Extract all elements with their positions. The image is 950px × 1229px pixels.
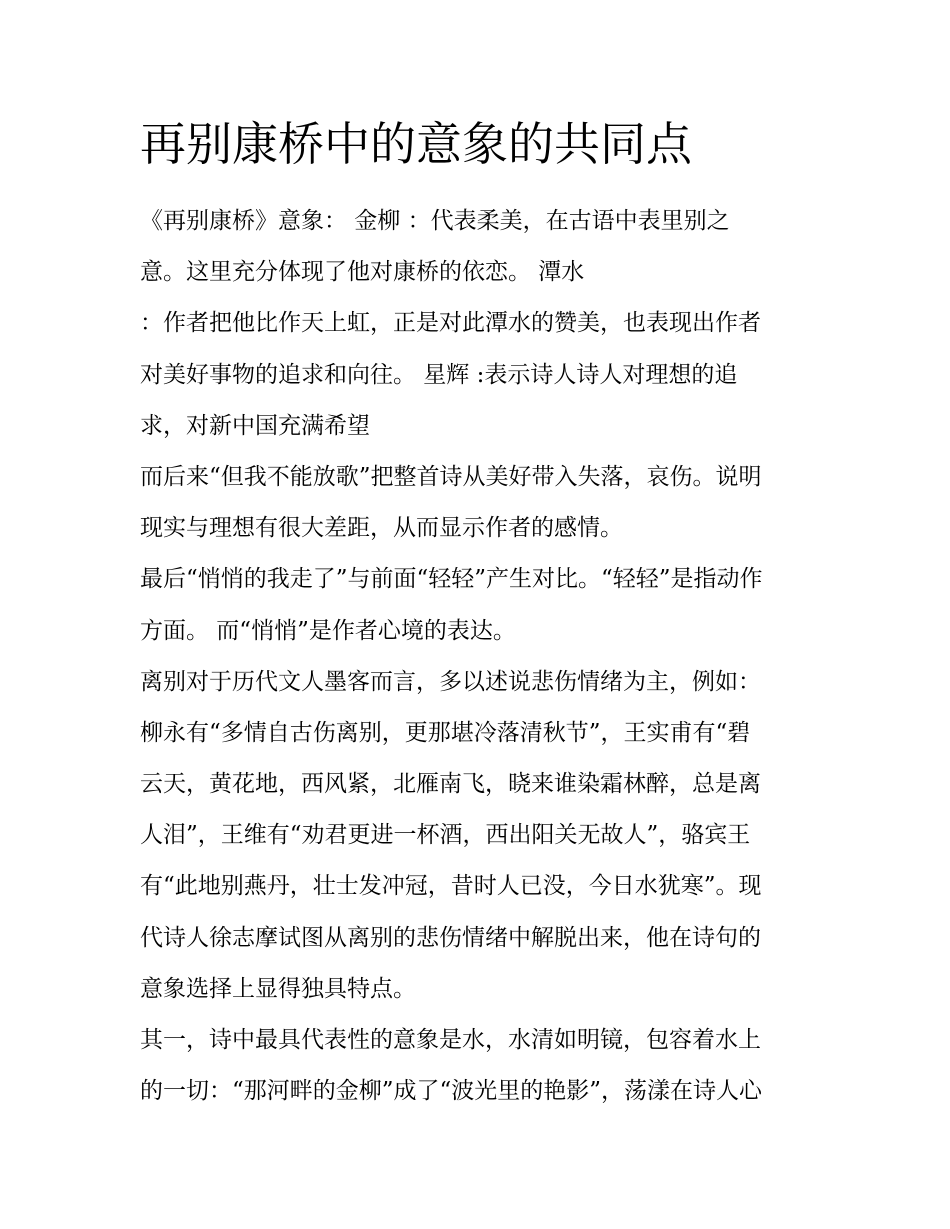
- text-line: 离别对于历代文人墨客而言，多以述说悲伤情绪为主，例如：: [140, 668, 761, 695]
- text-line: 柳永有“多情自古伤离别，更那堪冷落清秋节”，王实甫有“碧: [140, 719, 751, 746]
- page-title: 再别康桥中的意象的共同点: [140, 117, 692, 171]
- text-line: 其一，诗中最具代表性的意象是水，水清如明镜，包容着水上: [140, 1027, 761, 1053]
- text-line: 的一切：“那河畔的金柳”成了“波光里的艳影”，荡漾在诗人心: [140, 1078, 763, 1105]
- text-line: 意象选择上显得独具特点。: [140, 975, 416, 1002]
- text-line: 人泪”，王维有“劝君更进一杯酒，西出阳关无故人”，骆宾王: [140, 822, 751, 849]
- text-line: 有“此地别燕丹，壮士发冲冠，昔时人已没，今日水犹寒”。现: [140, 873, 762, 900]
- text-line: ：作者把他比作天上虹，正是对此潭水的赞美，也表现出作者: [140, 310, 761, 337]
- text-line: 而后来“但我不能放歌”把整首诗从美好带入失落，哀伤。说明: [140, 463, 762, 490]
- text-line: 求，对新中国充满希望: [140, 412, 370, 439]
- text-line: 云天，黄花地，西风紧，北雁南飞，晓来谁染霜林醉，总是离: [140, 771, 761, 798]
- text-line: 对美好事物的追求和向往。 星辉 :表示诗人诗人对理想的追: [140, 361, 738, 388]
- text-line: 代诗人徐志摩试图从离别的悲伤情绪中解脱出来，他在诗句的: [140, 924, 761, 951]
- text-line: 方面。 而“悄悄”是作者心境的表达。: [140, 617, 516, 644]
- text-line: 意。这里充分体现了他对康桥的依恋。 潭水: [140, 259, 585, 286]
- text-line: 《再别康桥》意象： 金柳 ：代表柔美，在古语中表里别之: [140, 208, 730, 234]
- document-body: [140, 196, 820, 1117]
- text-line: 最后“悄悄的我走了”与前面“轻轻”产生对比。“轻轻”是指动作: [140, 566, 763, 593]
- text-line: 现实与理想有很大差距，从而显示作者的感情。: [140, 515, 623, 542]
